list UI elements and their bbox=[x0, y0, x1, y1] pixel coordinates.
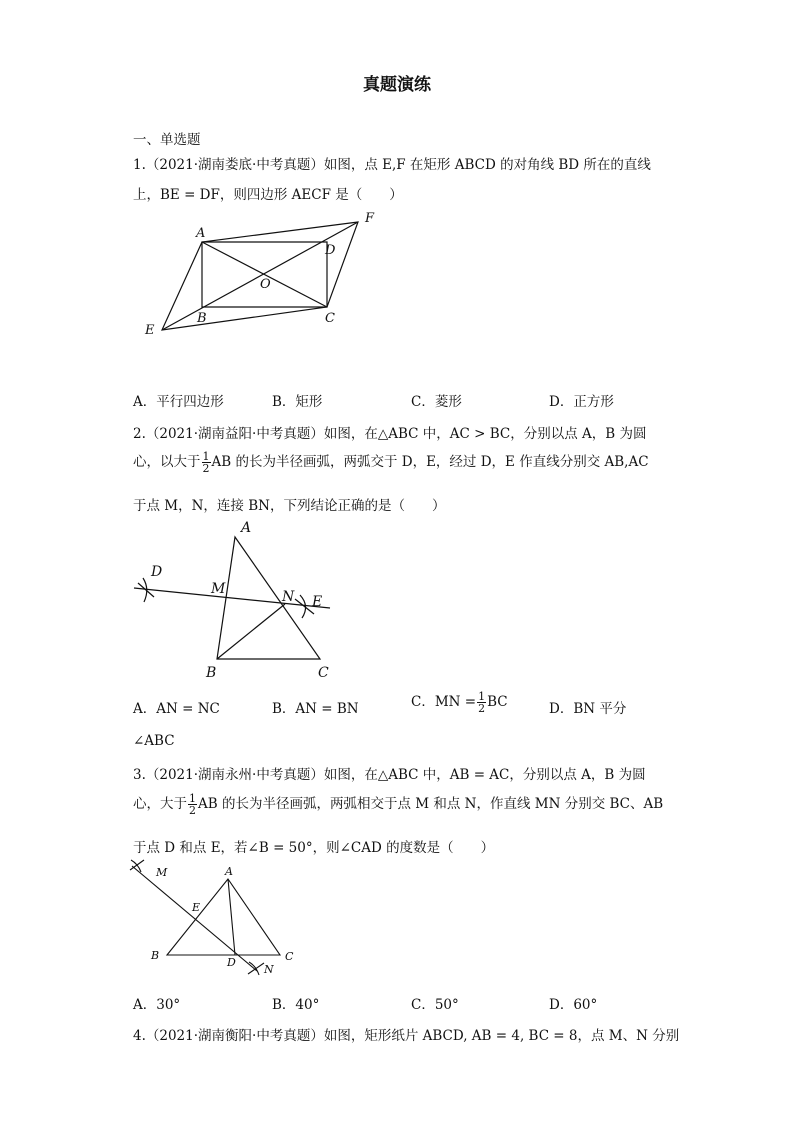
q3-label-e: E bbox=[192, 901, 201, 914]
q3-figure bbox=[128, 862, 308, 982]
q2-option-d-cont: ∠ABC bbox=[133, 733, 175, 749]
q2-text-line1: 2.（2021·湖南益阳·中考真题）如图，在△ABC 中，AC > BC，分别以点 A，B 为圆 bbox=[133, 426, 647, 442]
q2-label-n: N bbox=[282, 589, 295, 605]
q2-optc-pre: C．MN = bbox=[411, 694, 477, 710]
q1-option-d[interactable]: D．正方形 bbox=[549, 394, 614, 410]
q3-line2-pre: 心，大于 bbox=[133, 796, 187, 812]
q3-fraction bbox=[188, 793, 197, 816]
q1-text-line1: 1.（2021·湖南娄底·中考真题）如图，点 E,F 在矩形 ABCD 的对角线 BD 所在的直线 bbox=[133, 157, 651, 173]
q3-option-c[interactable]: C．50° bbox=[411, 997, 459, 1013]
q2-label-a: A bbox=[241, 520, 252, 536]
page-title: 真题演练 bbox=[363, 75, 431, 95]
q2-text-line2 bbox=[133, 450, 649, 474]
q1-label-a: A bbox=[196, 226, 206, 241]
q3-text-line2 bbox=[133, 792, 663, 816]
q2-line2-pre: 心，以大于 bbox=[133, 454, 201, 470]
segment-bn bbox=[217, 604, 285, 659]
q1-label-f: F bbox=[365, 211, 375, 226]
q2-optc-post: BC bbox=[487, 694, 508, 710]
q3-frac-num: 1 bbox=[189, 792, 196, 805]
q3-option-d[interactable]: D．60° bbox=[549, 997, 598, 1013]
q1-label-c: C bbox=[325, 311, 335, 326]
q3-frac-den: 2 bbox=[189, 804, 196, 817]
line-de bbox=[134, 588, 330, 608]
q2-frac-num: 1 bbox=[202, 450, 210, 463]
q2-optc-frac-den: 2 bbox=[478, 702, 486, 715]
q2-optc-fraction bbox=[477, 691, 486, 714]
q4-text-line1: 4.（2021·湖南衡阳·中考真题）如图，矩形纸片 ABCD, AB = 4, BC = 8，点 M、N 分别 bbox=[133, 1028, 680, 1044]
q1-option-c[interactable]: C．菱形 bbox=[411, 394, 462, 410]
q2-optc-frac-num: 1 bbox=[478, 690, 486, 703]
q2-option-c[interactable] bbox=[411, 690, 508, 714]
section-heading: 一、单选题 bbox=[133, 132, 201, 148]
q3-line2-post: AB 的长为半径画弧，两弧相交于点 M 和点 N，作直线 MN 分别交 BC、AB bbox=[198, 796, 664, 812]
q2-frac-den: 2 bbox=[202, 462, 210, 475]
q1-text-line2: 上，BE = DF，则四边形 AECF 是（ ） bbox=[133, 187, 403, 203]
triangle-abc bbox=[167, 879, 280, 955]
q3-label-n: N bbox=[264, 963, 274, 976]
q2-text-line3: 于点 M，N，连接 BN，下列结论正确的是（ ） bbox=[133, 498, 446, 514]
q2-figure bbox=[130, 515, 350, 685]
q3-option-b[interactable]: B．40° bbox=[272, 997, 320, 1013]
q2-line2-post: AB 的长为半径画弧，两弧交于 D，E，经过 D，E 作直线分别交 AB,AC bbox=[211, 454, 649, 470]
q1-label-e: E bbox=[145, 323, 155, 338]
q1-label-o: O bbox=[260, 277, 271, 292]
q1-label-d: D bbox=[325, 243, 336, 258]
q1-option-b[interactable]: B．矩形 bbox=[272, 394, 323, 410]
q3-label-b: B bbox=[151, 949, 160, 962]
q1-figure bbox=[140, 210, 380, 340]
segment-ad bbox=[228, 879, 235, 955]
q3-label-a: A bbox=[225, 865, 233, 878]
q2-fraction bbox=[202, 451, 211, 474]
q2-label-d: D bbox=[151, 564, 163, 580]
q2-label-b: B bbox=[206, 665, 217, 681]
q3-text-line1: 3.（2021·湖南永州·中考真题）如图，在△ABC 中，AB = AC，分别以点 A，B 为圆 bbox=[133, 767, 646, 783]
q3-text-line3: 于点 D 和点 E，若∠B = 50°，则∠CAD 的度数是（ ） bbox=[133, 840, 495, 856]
q3-label-m: M bbox=[156, 866, 168, 879]
q3-label-c: C bbox=[285, 950, 294, 963]
q2-label-m: M bbox=[211, 581, 226, 597]
q2-option-b[interactable]: B．AN = BN bbox=[272, 701, 359, 717]
q2-label-e: E bbox=[312, 594, 323, 610]
q1-option-a[interactable]: A．平行四边形 bbox=[133, 394, 224, 410]
q3-label-d: D bbox=[227, 956, 236, 969]
q1-label-b: B bbox=[197, 311, 207, 326]
q3-option-a[interactable]: A．30° bbox=[133, 997, 181, 1013]
q2-option-a[interactable]: A．AN = NC bbox=[133, 701, 220, 717]
q2-label-c: C bbox=[318, 665, 329, 681]
q2-option-d[interactable]: D．BN 平分 bbox=[549, 701, 627, 717]
